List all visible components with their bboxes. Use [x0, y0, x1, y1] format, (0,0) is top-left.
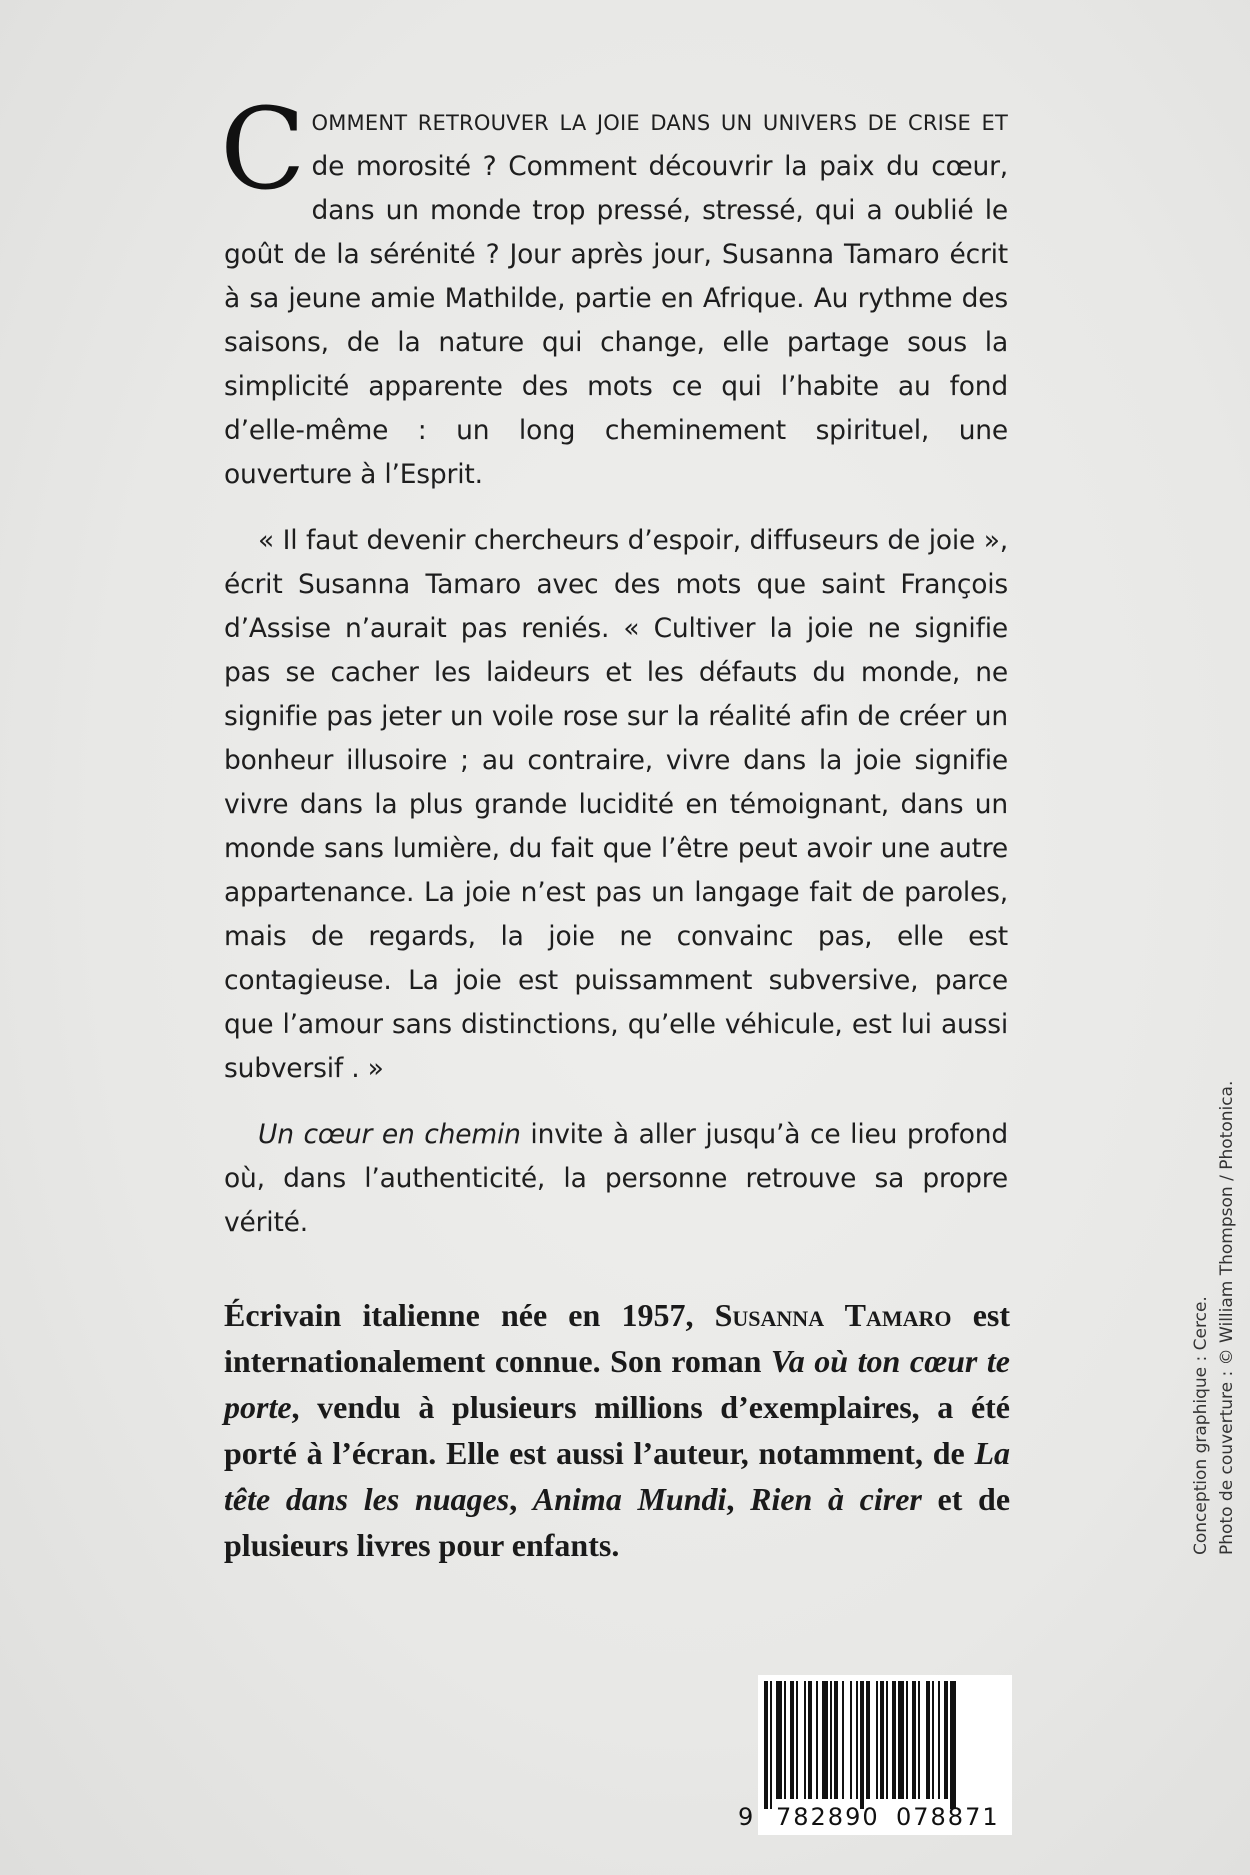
- bio-text-5: ,: [726, 1481, 751, 1517]
- bio-title-4: Rien à cirer: [750, 1481, 922, 1517]
- bio-title-3: Anima Mundi: [532, 1481, 727, 1517]
- barcode-bar: [876, 1681, 878, 1799]
- bio-text-3: , vendu à plusieurs millions d’exemplaires, a été porté à l’écran. Elle est aussi l’auteur, notamment, de: [224, 1389, 1010, 1471]
- barcode-bar: [790, 1681, 794, 1799]
- small-caps-opening: OMMENT RETROUVER LA JOIE DANS UN UNIVERS DE CRISE ET: [311, 111, 1008, 135]
- blurb-paragraph-2: « Il faut devenir chercheurs d’espoir, diffuseurs de joie », écrit Susanna Tamaro avec des mots que saint François d’Assise n’aurait pas reniés. « Cultiver la joie ne signifie pas se cacher les laideurs et les défauts du monde, ne signifie pas jeter un voile rose sur la réalité afin de créer un bonheur illusoire ; au contraire, vivre dans la joie signifie vivre dans la plus grande lucidité en témoignant, dans un monde sans lumière, du fait que l’être peut avoir une autre appartenance. La joie n’est pas un langage fait de paroles, mais de regards, la joie ne convainc pas, elle est contagieuse. La joie est puissamment subversive, parce que l’amour sans distinctions, qu’elle véhicule, est lui aussi subversif . »: [224, 525, 1008, 1084]
- blurb-text: [220, 85, 1008, 1245]
- barcode-bar: [892, 1681, 896, 1799]
- barcode-bar: [816, 1681, 818, 1799]
- author-name: Susanna Tamaro: [714, 1297, 952, 1333]
- barcode-bar: [918, 1681, 920, 1799]
- bio-text-6: et de plusieurs livres pour enfants.: [224, 1481, 1011, 1563]
- barcode-bar: [770, 1681, 772, 1809]
- barcode-bar: [856, 1681, 858, 1799]
- barcode-digits-left: 782890: [776, 1803, 880, 1831]
- blurb-paragraph-1: [220, 85, 1008, 497]
- barcode-bar: [926, 1681, 930, 1799]
- barcode-bar: [808, 1681, 812, 1799]
- barcode-bar: [776, 1681, 782, 1799]
- barcode-bar: [842, 1681, 844, 1799]
- book-title-italic: Un cœur en chemin: [258, 1119, 521, 1150]
- bio-title-1: Va où ton cœur te porte: [224, 1343, 1011, 1425]
- barcode-bars: [764, 1681, 956, 1809]
- barcode-bar: [834, 1681, 838, 1799]
- author-bio-paragraph: [224, 1292, 1010, 1568]
- barcode-bar: [866, 1681, 870, 1799]
- barcode-first-digit: 9: [738, 1803, 754, 1831]
- author-bio: [224, 1292, 1010, 1568]
- barcode-bar: [944, 1681, 948, 1799]
- barcode-digits-right: 078871: [896, 1803, 1000, 1831]
- blurb-paragraph-1-text: de morosité ? Comment découvrir la paix du cœur, dans un monde trop pressé, stressé, qui a oublié le goût de la sérénité ? Jour après jour, Susanna Tamaro écrit à sa jeune amie Mathilde, partie en Afrique. Au rythme des saisons, de la nature qui change, elle partage sous la simplicité apparente des mots ce qui l’habite au fond d’elle-même : un long cheminement spirituel, une ouverture à l’Esprit.: [224, 151, 1008, 490]
- blurb-paragraph-3-text: invite à aller jusqu’à ce lieu profond où, dans l’authenticité, la personne retrouve sa propre vérité.: [224, 1119, 1008, 1238]
- drop-cap: C: [220, 85, 306, 215]
- barcode-bar: [830, 1681, 832, 1799]
- barcode-bar: [906, 1681, 908, 1799]
- barcode-bar: [880, 1681, 884, 1799]
- bio-text-1: Écrivain italienne née en 1957,: [224, 1297, 715, 1333]
- barcode-bar: [860, 1681, 864, 1809]
- credit-line-photo: Photo de couverture : © William Thompson / Photonica.: [1217, 1080, 1237, 1555]
- barcode-bar: [932, 1681, 934, 1799]
- barcode-bar: [796, 1681, 798, 1799]
- barcode-bar: [950, 1681, 956, 1809]
- bio-title-2: La tête dans les nuages: [224, 1435, 1010, 1517]
- barcode-graphic: [736, 1675, 1012, 1835]
- barcode-bar: [850, 1681, 852, 1799]
- barcode-bar: [764, 1681, 768, 1809]
- bio-text-2: est internationalement connue. Son roman: [224, 1297, 1011, 1379]
- barcode-bar: [784, 1681, 786, 1799]
- bio-text-4: ,: [509, 1481, 533, 1517]
- barcode-bar: [886, 1681, 888, 1799]
- barcode-bar: [912, 1681, 916, 1799]
- barcode-bar: [938, 1681, 940, 1799]
- design-credits: [1188, 1081, 1240, 1555]
- barcode-bar: [804, 1681, 806, 1799]
- credit-line-design: Conception graphique : Cerce.: [1191, 1296, 1211, 1555]
- barcode-bar: [898, 1681, 904, 1799]
- barcode-bar: [822, 1681, 828, 1799]
- isbn-barcode: [736, 1675, 1012, 1835]
- blurb-paragraph-3: [224, 1113, 1008, 1245]
